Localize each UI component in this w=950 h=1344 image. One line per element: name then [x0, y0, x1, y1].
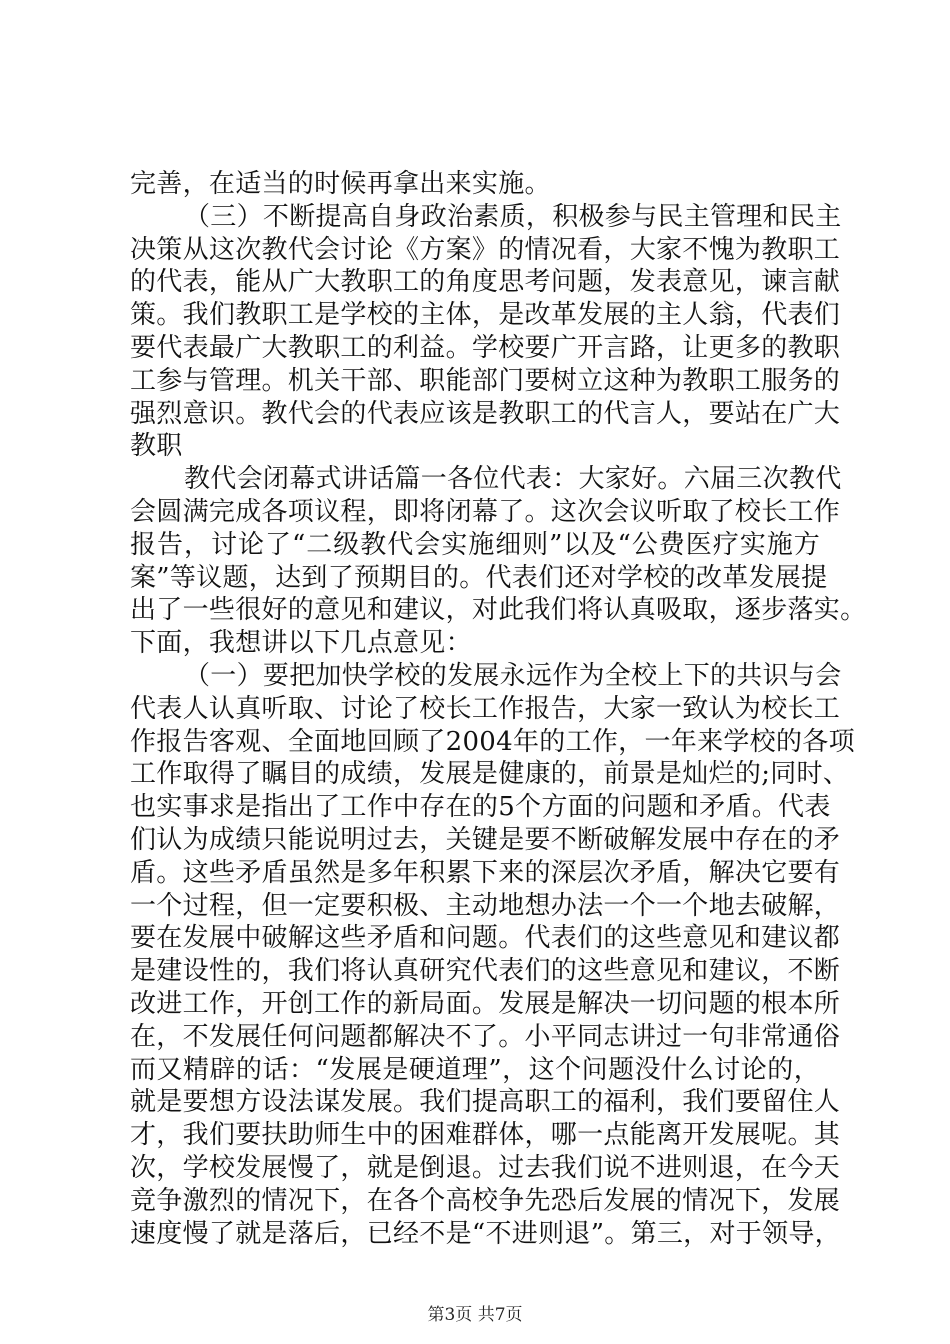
- text-line: 工参与管理。机关干部、职能部门要树立这种为教职工服务的: [130, 365, 841, 396]
- text-line: 的代表，能从广大教职工的角度思考问题，发表意见，谏言献: [130, 267, 841, 298]
- paragraph: [130, 201, 842, 463]
- document-body: [130, 168, 867, 1250]
- text-line: 也实事求是指出了工作中存在的5个方面的问题和矛盾。代表: [130, 792, 831, 823]
- text-line: 要在发展中破解这些矛盾和问题。代表们的这些意见和建议都: [130, 923, 841, 954]
- text-line: 决策从这次教代会讨论《方案》的情况看，大家不愧为教职工: [130, 234, 841, 265]
- text-line: 报告，讨论了“二级教代会实施细则”以及“公费医疗实施方: [130, 529, 820, 560]
- text-line: 强烈意识。教代会的代表应该是教职工的代言人，要站在广大: [130, 398, 841, 429]
- text-line: 速度慢了就是落后，已经不是“不进则退”。第三，对于领导，: [130, 1218, 841, 1249]
- text-line: 教代会闭幕式讲话篇一各位代表：大家好。六届三次教代: [184, 464, 842, 495]
- text-line: 竞争激烈的情况下，在各个高校争先恐后发展的情况下，发展: [130, 1185, 841, 1216]
- text-line: 在，不发展任何问题都解决不了。小平同志讲过一句非常通俗: [130, 1021, 841, 1052]
- text-line: 盾。这些矛盾虽然是多年积累下来的深层次矛盾，解决它要有: [130, 857, 841, 888]
- text-line: 改进工作，开创工作的新局面。发展是解决一切问题的根本所: [130, 988, 841, 1019]
- text-line: 们认为成绩只能说明过去，关键是要不断破解发展中存在的矛: [130, 824, 841, 855]
- text-line: 才，我们要扶助师生中的困难群体，哪一点能离开发展呢。其: [130, 1120, 841, 1151]
- text-line: 要代表最广大教职工的利益。学校要广开言路，让更多的教职: [130, 332, 841, 363]
- page-footer: 第3页 共7页: [427, 1305, 523, 1325]
- text-line: 会圆满完成各项议程，即将闭幕了。这次会议听取了校长工作: [130, 496, 841, 527]
- text-line: 工作取得了瞩目的成绩，发展是健康的，前景是灿烂的;同时、: [130, 759, 850, 790]
- text-line: 案”等议题，达到了预期目的。代表们还对学校的改革发展提: [130, 562, 828, 593]
- text-line: 是建设性的，我们将认真研究代表们的这些意见和建议，不断: [130, 956, 841, 987]
- text-line: 作报告客观、全面地回顾了2004年的工作，一年来学校的各项: [130, 726, 855, 757]
- paragraph: [130, 168, 820, 201]
- text-line: （三）不断提高自身政治素质，积极参与民主管理和民主: [184, 201, 842, 232]
- paragraph: [130, 660, 855, 1250]
- text-line: 策。我们教职工是学校的主体，是改革发展的主人翁，代表们: [130, 300, 841, 331]
- text-line: 代表人认真听取、讨论了校长工作报告，大家一致认为校长工: [130, 693, 841, 724]
- paragraph: [130, 463, 867, 660]
- text-line: 就是要想方设法谋发展。我们提高职工的福利，我们要留住人: [130, 1087, 841, 1118]
- text-line: 一个过程，但一定要积极、主动地想办法一个一个地去破解，: [130, 890, 841, 921]
- text-line: （一）要把加快学校的发展永远作为全校上下的共识与会: [184, 660, 842, 691]
- text-line: 教职: [130, 431, 183, 462]
- text-line: 下面，我想讲以下几点意见：: [130, 628, 472, 659]
- text-line: 次，学校发展慢了，就是倒退。过去我们说不进则退，在今天: [130, 1152, 841, 1183]
- text-line: 完善，在适当的时候再拿出来实施。: [130, 169, 551, 199]
- text-line: 出了一些很好的意见和建议，对此我们将认真吸取，逐步落实。: [130, 595, 867, 626]
- text-line: 而又精辟的话：“发展是硬道理”，这个问题没什么讨论的，: [130, 1054, 820, 1085]
